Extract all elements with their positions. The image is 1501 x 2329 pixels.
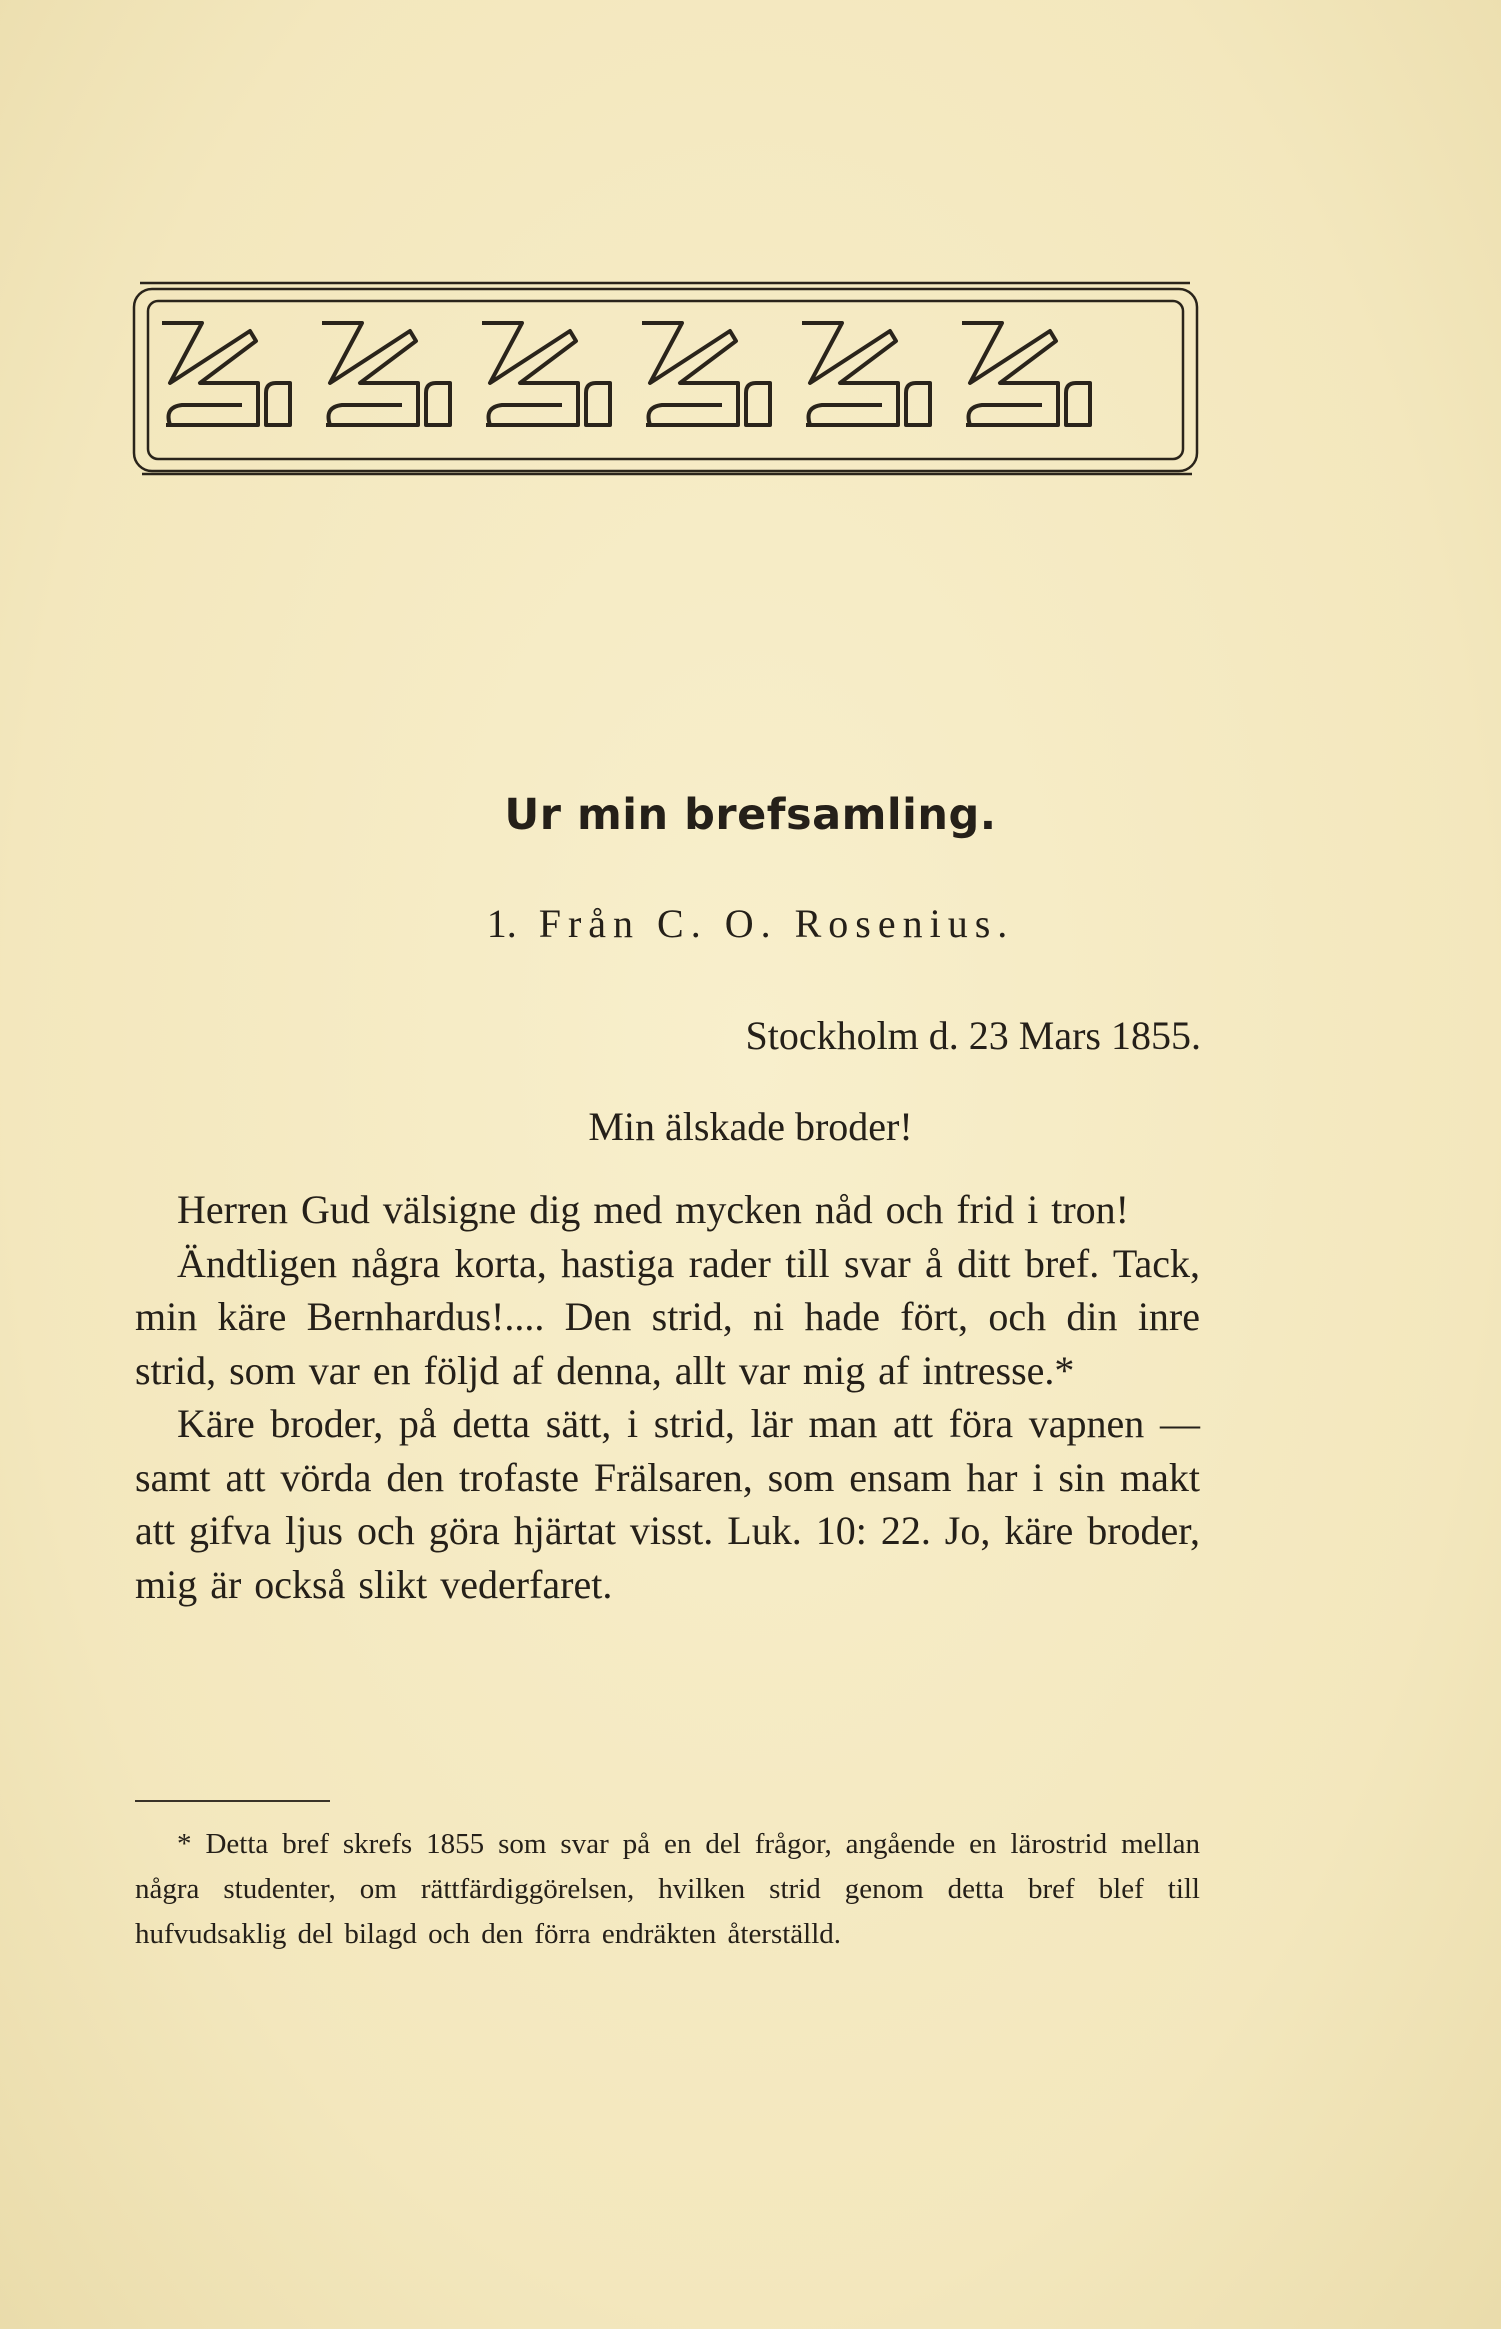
letter-dateline: Stockholm d. 23 Mars 1855. xyxy=(745,1013,1201,1058)
footnote-divider xyxy=(135,1800,330,1802)
letter-number: 1. xyxy=(486,901,517,946)
ornament-band-icon xyxy=(130,275,1205,480)
letter-heading xyxy=(0,900,1501,947)
body-paragraph: Käre broder, på detta sätt, i strid, lär man att föra vapnen — samt att vörda den trofaste Frälsaren, som ensam har i sin makt att gifva ljus och göra hjärtat visst. Luk. 10: 22. Jo, käre broder, mig är också slikt vederfaret. xyxy=(135,1401,1200,1607)
footnote: * Detta bref skrefs 1855 som svar på en del frågor, angående en lärostrid mellan några studenter, om rättfärdiggörelsen, hvilken strid genom detta bref blef till hufvudsaklig del bilagd och den förra endräkten återställd. xyxy=(135,1828,1200,1950)
letter-salutation: Min älskade broder! xyxy=(588,1104,913,1149)
letter-author: Från C. O. Rosenius. xyxy=(538,901,1015,946)
letter-body xyxy=(135,1183,1200,1611)
body-paragraph: Ändtligen några korta, hastiga rader till svar å ditt bref. Tack, min käre Bernhardus!.... Den strid, ni hade fört, och din inre strid, som var en följd af denna, allt var mig af intresse.* xyxy=(135,1240,1200,1393)
page-title: Ur min brefsamling. xyxy=(504,790,997,840)
body-paragraph: Herren Gud välsigne dig med mycken nåd och frid i tron! xyxy=(177,1187,1129,1232)
